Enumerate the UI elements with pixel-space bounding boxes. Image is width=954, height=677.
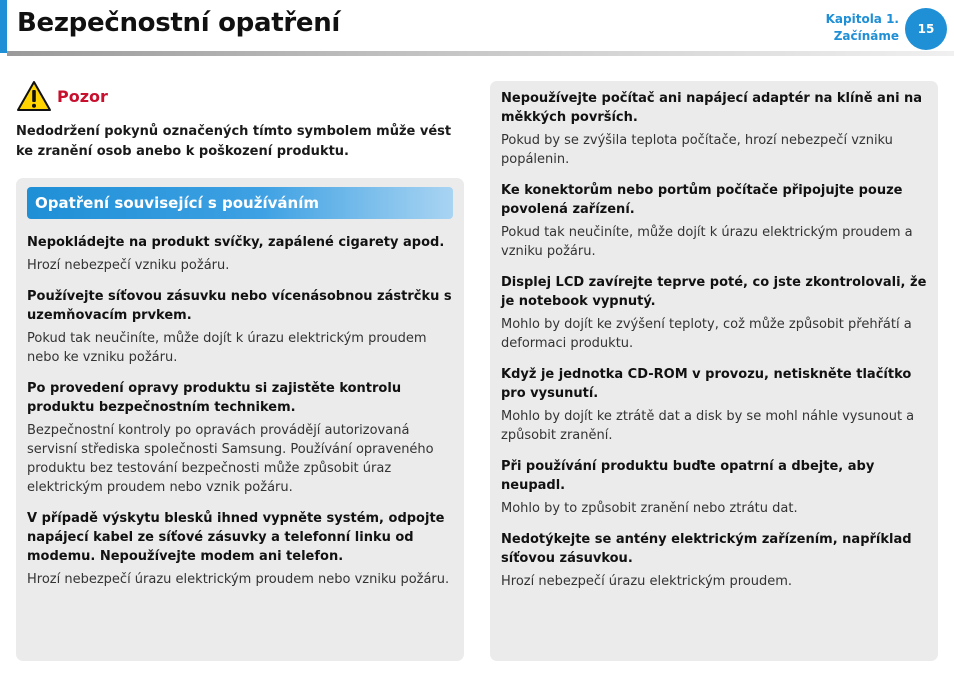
item-title: V případě výskytu blesků ihned vypněte systém, odpojte napájecí kabel ze síťové zásuvky a telefonní linku od modemu. Nepoužívejte modem ani telefon.	[27, 511, 445, 564]
item-description: Bezpečnostní kontroly po opravách provádějí autorizovaná servisní střediska společnosti Samsung. Používání opraveného produktu bez testování bezpečnosti může způsobit úraz elektrickým proudem nebo vznik požáru.	[27, 423, 434, 495]
chapter-name: Začínáme	[833, 29, 899, 43]
list-item	[27, 233, 453, 275]
item-description: Hrozí nebezpečí úrazu elektrickým proudem nebo vzniku požáru.	[27, 572, 450, 587]
list-item	[501, 457, 927, 518]
header-divider	[7, 51, 954, 56]
page-number-badge: 15	[905, 8, 947, 50]
item-title: Nepoužívejte počítač ani napájecí adaptér na klíně ani na měkkých površích.	[501, 91, 923, 125]
item-description: Mohlo by dojít ke zvýšení teploty, což může způsobit přehřátí a deformaci produktu.	[501, 317, 912, 351]
list-item	[27, 509, 453, 589]
section-header: Opatření související s používáním	[27, 187, 453, 219]
usage-precautions-box	[16, 178, 464, 661]
item-description: Pokud tak neučiníte, může dojít k úrazu elektrickým proudem nebo ke vzniku požáru.	[27, 331, 427, 365]
warning-text: Nedodržení pokynů označených tímto symbolem může vést ke zranění osob anebo k poškození produktu.	[16, 124, 452, 159]
warning-triangle-icon	[16, 80, 52, 112]
list-item	[27, 287, 453, 367]
list-item	[501, 530, 927, 591]
item-description: Hrozí nebezpečí vzniku požáru.	[27, 258, 230, 273]
item-description: Mohlo by dojít ke ztrátě dat a disk by se mohl náhle vysunout a způsobit zranění.	[501, 409, 915, 443]
item-description: Pokud tak neučiníte, může dojít k úrazu elektrickým proudem a vzniku požáru.	[501, 225, 913, 259]
list-item	[501, 181, 927, 261]
item-title: Nedotýkejte se antény elektrickým zařízením, například síťovou zásuvkou.	[501, 532, 912, 566]
item-title: Při používání produktu buďte opatrní a dbejte, aby neupadl.	[501, 459, 875, 493]
item-title: Když je jednotka CD-ROM v provozu, netiskněte tlačítko pro vysunutí.	[501, 367, 912, 401]
chapter-label	[826, 11, 899, 45]
list-item	[501, 365, 927, 445]
header-accent-bar	[0, 0, 7, 53]
item-title: Nepokládejte na produkt svíčky, zapálené cigarety apod.	[27, 235, 445, 250]
list-item	[501, 89, 927, 169]
item-description: Pokud by se zvýšila teplota počítače, hrozí nebezpečí vzniku popálenin.	[501, 133, 893, 167]
item-title: Používejte síťovou zásuvku nebo vícenásobnou zástrčku s uzemňovacím prvkem.	[27, 289, 452, 323]
warning-title: Pozor	[57, 87, 108, 106]
page-title: Bezpečnostní opatření	[17, 8, 341, 38]
item-title: Po provedení opravy produktu si zajistěte kontrolu produktu bezpečnostním technikem.	[27, 381, 402, 415]
item-title: Ke konektorům nebo portům počítače připojujte pouze povolená zařízení.	[501, 183, 903, 217]
chapter-number: Kapitola 1.	[825, 12, 899, 26]
list-item	[27, 379, 453, 497]
item-description: Mohlo by to způsobit zranění nebo ztrátu dat.	[501, 501, 798, 516]
item-title: Displej LCD zavírejte teprve poté, co jste zkontrolovali, že je notebook vypnutý.	[501, 275, 927, 309]
item-description: Hrozí nebezpečí úrazu elektrickým proudem.	[501, 574, 792, 589]
additional-precautions-box	[490, 81, 938, 661]
list-item	[501, 273, 927, 353]
